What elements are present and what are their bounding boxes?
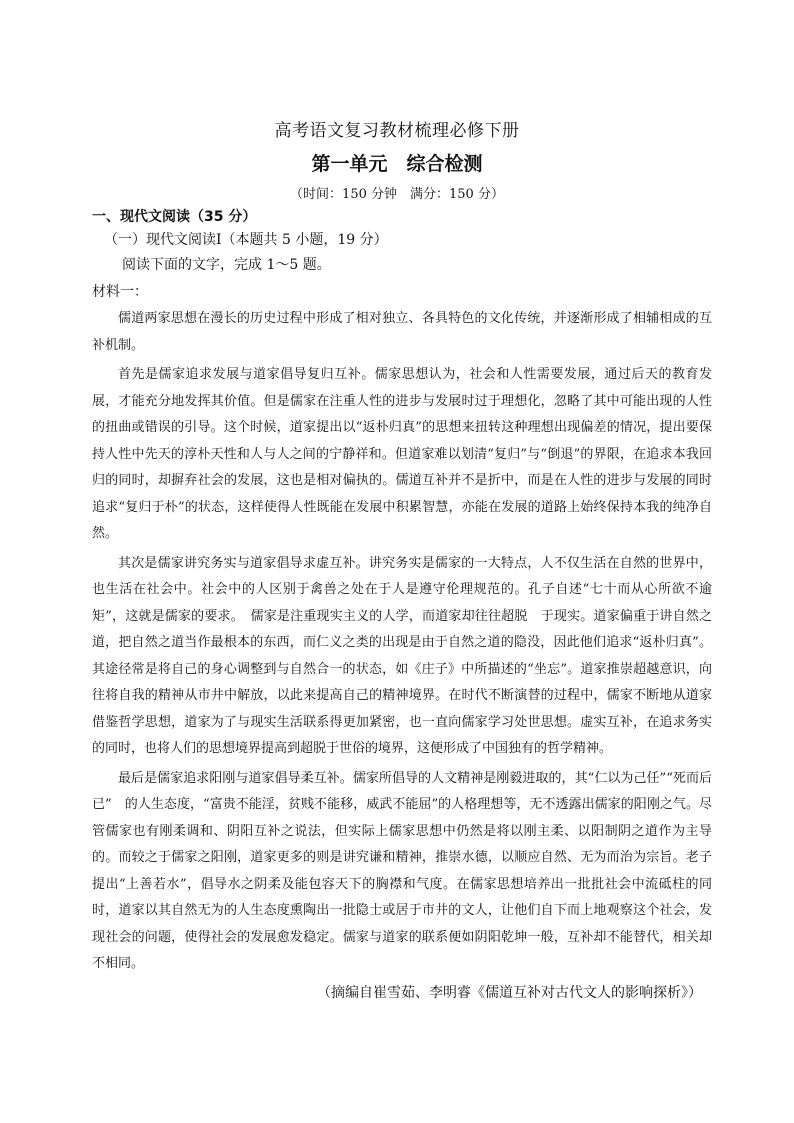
source-citation: （摘编自崔雪茹、李明睿《儒道互补对古代文人的影响探析》）: [317, 984, 702, 1001]
paragraph: 最后是儒家追求阳刚与道家倡导柔互补。儒家所倡导的人文精神是刚毅进取的，其“仁以为己任”“死而后已” 的人生态度，“富贵不能淫，贫贱不能移，威武不能屈”的人格理想等，无不透露出儒家的阳刚之气。尽管儒家也有刚柔调和、阴阳互补之说法，但实际上儒家思想中仍然是将以刚主柔、以阳制阴之道作为主导的。而较之于儒家之阳刚，道家更多的则是讲究谦和精神，推崇水德，以顺应自然、无为而治为宗旨。老子提出“上善若水”，倡导水之阴柔及能包容天下的胸襟和气度。在儒家思想培养出一批批社会中流砥柱的同时，道家以其自然无为的人生态度熏陶出一批隐士或居于市井的文人，让他们自下而上地观察这个社会，发现社会的问题，使得社会的发展愈发稳定。儒家与道家的联系便如阴阳乾坤一般，互补却不能替代，相关却不相同。: [92, 770, 712, 971]
paragraph: 儒道两家思想在漫长的历史过程中形成了相对独立、各具特色的文化传统，并逐渐形成了相辅相成的互补机制。: [92, 311, 712, 353]
section-heading: 一、现代文阅读（35 分）: [92, 209, 257, 225]
subsection-heading: （一）现代文阅读Ⅰ（本题共 5 小题，19 分）: [104, 232, 388, 248]
reading-instruction: 阅读下面的文字，完成 1～5 题。: [122, 257, 331, 273]
paragraph: 其次是儒家讲究务实与道家倡导求虚互补。讲究务实是儒家的一大特点，人不仅生活在自然的世界中，也生活在社会中。社会中的人区别于禽兽之处在于人是遵守伦理规范的。孔子自述“七十而从心所欲不逾矩”，这就是儒家的要求。 儒家是注重现实主义的人学，而道家却往往超脱 于现实。道家偏重于讲自然之道，把自然之道当作最根本的东西，而仁义之类的出现是由于自然之道的隐没，因此他们追求“返朴归真”。其途径常是将自己的身心调整到与自然合一的状态，如《庄子》中所描述的“坐忘”。道家推崇超越意识，向往将自我的精神从市井中解放，以此来提高自己的精神境界。在时代不断演替的过程中，儒家不断地从道家借鉴哲学思想，道家为了与现实生活联系得更加紧密，也一直向儒家学习处世思想。虚实互补，在追求务实的同时，也将人们的思想境界提高到超脱于世俗的境界，这便形成了中国独有的哲学精神。: [92, 555, 712, 756]
paragraph: 首先是儒家追求发展与道家倡导复归互补。儒家思想认为，社会和人性需要发展，通过后天的教育发展，才能充分地发挥其价值。但是儒家在注重人性的进步与发展时过于理想化，忽略了其中可能出现的人性的扭曲或错误的引导。这个时候，道家提出以“返朴归真”的思想来扭转这种理想出现偏差的情况，提出要保持人性中先天的淳朴天性和人与人之间的宁静祥和。但道家难以划清“复归”与“倒退”的界限，在追求本我回归的同时，却摒弃社会的发展，这也是相对偏执的。儒道互补并不是折中，而是在人性的进步与发展的同时追求“复归于朴”的状态，这样使得人性既能在发展中积累智慧，亦能在发展的道路上始终保持本我的纯净自然。: [92, 367, 712, 541]
exam-time-score-info: （时间：150 分钟 满分：150 分）: [290, 187, 504, 202]
exam-body: [92, 206, 712, 1005]
document-title: 高考语文复习教材梳理必修下册: [274, 121, 520, 141]
material-label: 材料一：: [92, 284, 148, 300]
unit-title: 第一单元 综合检测: [311, 153, 483, 175]
